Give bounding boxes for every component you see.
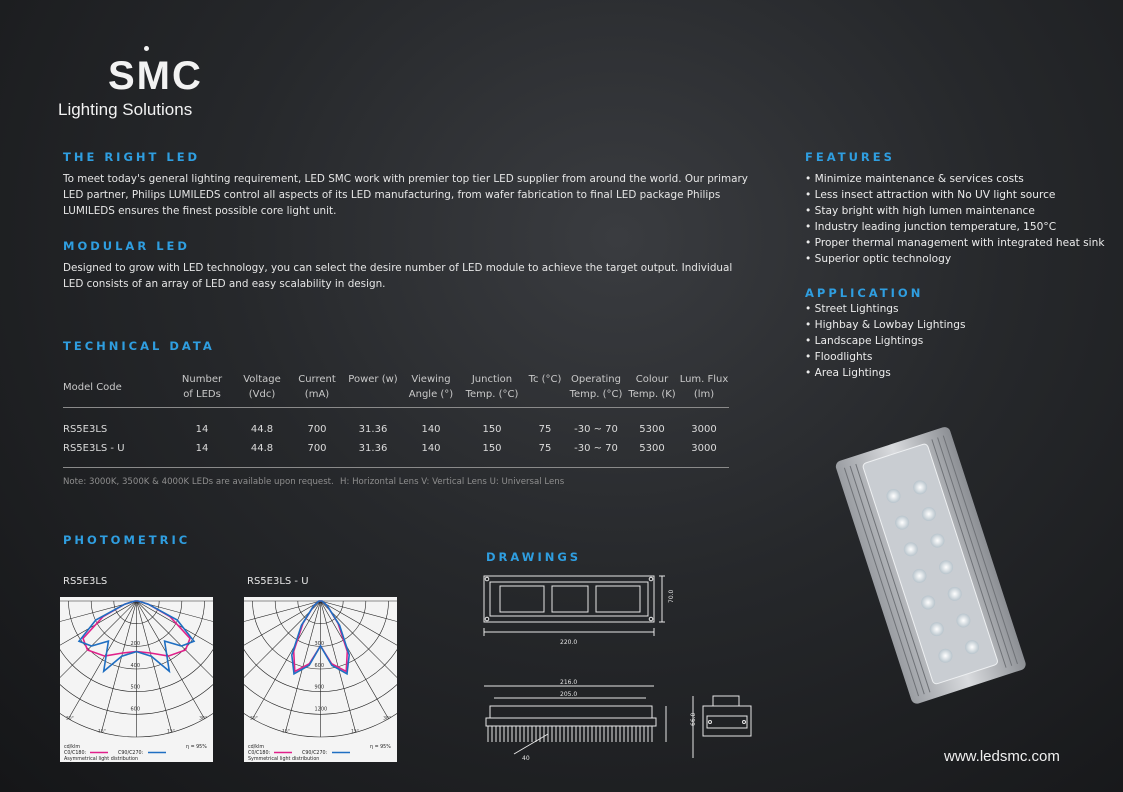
header-line: Junction	[471, 374, 513, 385]
drawing-outline	[484, 576, 654, 622]
legend-c90: C90/C270:	[302, 751, 328, 756]
column-header	[345, 372, 401, 402]
polar-spoke	[69, 601, 137, 719]
logo-mark: SMC	[108, 54, 203, 98]
table-cell: 14	[195, 443, 209, 454]
header-line: (mA)	[304, 389, 330, 400]
photometric-chart-symmetric	[244, 597, 397, 762]
table-cell: RS5E3LS - U	[63, 443, 125, 454]
list-item: • Highbay & Lowbay Lightings	[805, 317, 1105, 333]
list-item: • Minimize maintenance & services costs	[805, 171, 1115, 187]
list-item: • Area Lightings	[805, 365, 1105, 381]
column-header	[401, 372, 461, 402]
legend-unit: cd/klm	[248, 745, 265, 750]
modular-led-heading: MODULAR LED	[63, 239, 190, 253]
dimension-drawing	[478, 566, 688, 766]
list-item: • Landscape Lightings	[805, 333, 1105, 349]
table-cell: 140	[421, 424, 441, 435]
header-line: Angle (°)	[408, 389, 454, 400]
table-cell: 140	[421, 443, 441, 454]
technical-heading: TECHNICAL DATA	[63, 339, 215, 353]
polar-spoke	[321, 601, 398, 636]
column-header	[625, 372, 679, 402]
list-item: • Stay bright with high lumen maintenance	[805, 203, 1115, 219]
product-image	[820, 418, 1040, 708]
table-divider	[63, 467, 729, 468]
dim-fin: 40	[522, 755, 530, 762]
table-cell: -30 ~ 70	[574, 424, 618, 435]
angle-label: 30°	[199, 716, 208, 722]
column-header	[169, 372, 235, 402]
table-cell: 44.8	[250, 443, 274, 454]
table-cell: 44.8	[250, 424, 274, 435]
legend-c0: C0/C180:	[248, 751, 271, 756]
angle-label: 15°	[98, 729, 106, 735]
header-line: (Vdc)	[248, 389, 276, 400]
ring-label: 300	[314, 640, 325, 647]
polar-chart	[60, 597, 213, 762]
table-cell: 14	[195, 424, 209, 435]
modular-led-text: Designed to grow with LED technology, you can select the desire number of LED module to achieve the target output. Individual LED consists of an array of LED and easy scalability in design.	[63, 262, 733, 290]
table-cell: 5300	[639, 443, 665, 454]
technical-table-body	[63, 420, 729, 458]
column-header	[63, 372, 169, 402]
right-led-heading: THE RIGHT LED	[63, 150, 201, 164]
legend-c0: C0/C180:	[64, 751, 87, 756]
ring-label: 600	[130, 706, 141, 713]
angle-label: 15°	[350, 729, 359, 735]
ring-label: 500	[130, 684, 141, 691]
table-cell: 3000	[691, 424, 717, 435]
list-item: • Street Lightings	[805, 301, 1105, 317]
dim-length-2: 205.0	[560, 691, 578, 698]
dim-height: 70.0	[668, 589, 675, 603]
ring-label: 600	[314, 662, 325, 669]
technical-table-wrap	[63, 372, 729, 468]
website-url: www.ledsmc.com	[944, 748, 1060, 765]
table-cell: 31.36	[358, 424, 388, 435]
dim-depth: 66.0	[690, 712, 697, 726]
table-cell: 75	[538, 443, 552, 454]
table-divider	[63, 407, 729, 408]
logo-dot	[144, 46, 149, 51]
header-line: Viewing	[411, 374, 451, 385]
header-line: Model Code	[63, 381, 122, 393]
polar-spoke	[253, 601, 321, 719]
polar-spoke	[60, 601, 136, 697]
list-item: • Superior optic technology	[805, 251, 1115, 267]
features-list	[805, 171, 1115, 267]
column-header	[567, 372, 625, 402]
application-heading: APPLICATION	[805, 286, 924, 300]
angle-label: 30°	[249, 716, 258, 722]
photometric-chart-asymmetric	[60, 597, 213, 762]
polar-spoke	[137, 601, 214, 697]
header-line: Colour	[635, 374, 669, 385]
features-heading: FEATURES	[805, 150, 895, 164]
list-item: • Industry leading junction temperature, 150°C	[805, 219, 1115, 235]
application-list	[805, 301, 1105, 381]
header-line: Voltage	[243, 374, 281, 385]
angle-label: 30°	[383, 716, 392, 722]
lens-notes: H: Horizontal Lens V: Vertical Lens U: Universal Lens	[340, 477, 565, 487]
legend-description: Symmetrical light distribution	[248, 757, 320, 762]
table-row	[63, 439, 729, 458]
polar-chart	[244, 597, 397, 762]
technical-note: Note: 3000K, 3500K & 4000K LEDs are available upon request.	[63, 477, 334, 487]
legend-efficiency: η = 95%	[370, 745, 391, 750]
header-line: Current	[298, 374, 336, 385]
table-cell: 150	[482, 443, 502, 454]
header-line: Lum. Flux	[679, 374, 729, 385]
ring-label: 400	[130, 662, 141, 669]
header-line: of LEDs	[183, 389, 221, 400]
header-line: Tc (°C)	[528, 374, 562, 385]
header-line: Temp. (°C)	[465, 389, 519, 400]
table-row	[63, 420, 729, 439]
legend-description: Asymmetrical light distribution	[64, 757, 139, 762]
header-line: (lm)	[693, 389, 715, 400]
header-line: Power (w)	[348, 374, 398, 385]
list-item: • Proper thermal management with integrated heat sink	[805, 235, 1115, 251]
angle-label: 15°	[166, 729, 175, 735]
polar-spoke	[244, 601, 321, 636]
drawings-heading: DRAWINGS	[486, 550, 582, 564]
ring-label: 1200	[314, 706, 328, 713]
table-cell: -30 ~ 70	[574, 443, 618, 454]
table-cell: 3000	[691, 443, 717, 454]
legend-c90: C90/C270:	[118, 751, 144, 756]
photometric-chart-title: RS5E3LS	[63, 576, 108, 587]
column-header	[289, 372, 345, 402]
table-cell: 700	[307, 424, 327, 435]
column-header	[679, 372, 729, 402]
legend-efficiency: η = 95%	[186, 745, 207, 750]
table-cell: 5300	[639, 424, 665, 435]
legend-unit: cd/klm	[64, 745, 81, 750]
table-cell: RS5E3LS	[63, 424, 108, 435]
photometric-chart-title: RS5E3LS - U	[247, 576, 309, 587]
table-cell: 31.36	[358, 443, 388, 454]
dim-width: 220.0	[560, 639, 578, 646]
photometric-heading: PHOTOMETRIC	[63, 533, 191, 547]
polar-spoke	[244, 601, 321, 697]
logo-subtitle: Lighting Solutions	[58, 100, 193, 119]
technical-table	[63, 372, 729, 402]
list-item: • Floodlights	[805, 349, 1105, 365]
table-cell: 75	[538, 424, 552, 435]
column-header	[461, 372, 523, 402]
ring-label: 200	[130, 640, 141, 647]
brand-logo	[58, 44, 238, 124]
table-cell: 150	[482, 424, 502, 435]
polar-spoke	[321, 601, 398, 697]
ring-label: 900	[314, 684, 325, 691]
table-cell: 700	[307, 443, 327, 454]
dim-length-1: 216.0	[560, 679, 578, 686]
right-led-text: To meet today's general lighting requirement, LED SMC work with premier top tier LED supplier from around the world. Our primary LED partner, Philips LUMILEDS control all aspects of its LED manufacturing, from wafer fabrication to final LED package Philips LUMILEDS ensures the finest possible core light unit.	[63, 173, 748, 217]
header-line: Operating	[571, 374, 621, 385]
angle-label: 30°	[65, 716, 74, 722]
header-line: Temp. (K)	[628, 389, 676, 400]
angle-label: 15°	[282, 729, 290, 735]
side-drawing	[683, 692, 763, 764]
technical-drawing	[478, 566, 688, 766]
list-item: • Less insect attraction with No UV light source	[805, 187, 1115, 203]
column-header	[523, 372, 567, 402]
header-line: Number	[181, 374, 223, 385]
led-module-illustration	[820, 418, 1040, 708]
column-header	[235, 372, 289, 402]
header-line: Temp. (°C)	[569, 389, 623, 400]
